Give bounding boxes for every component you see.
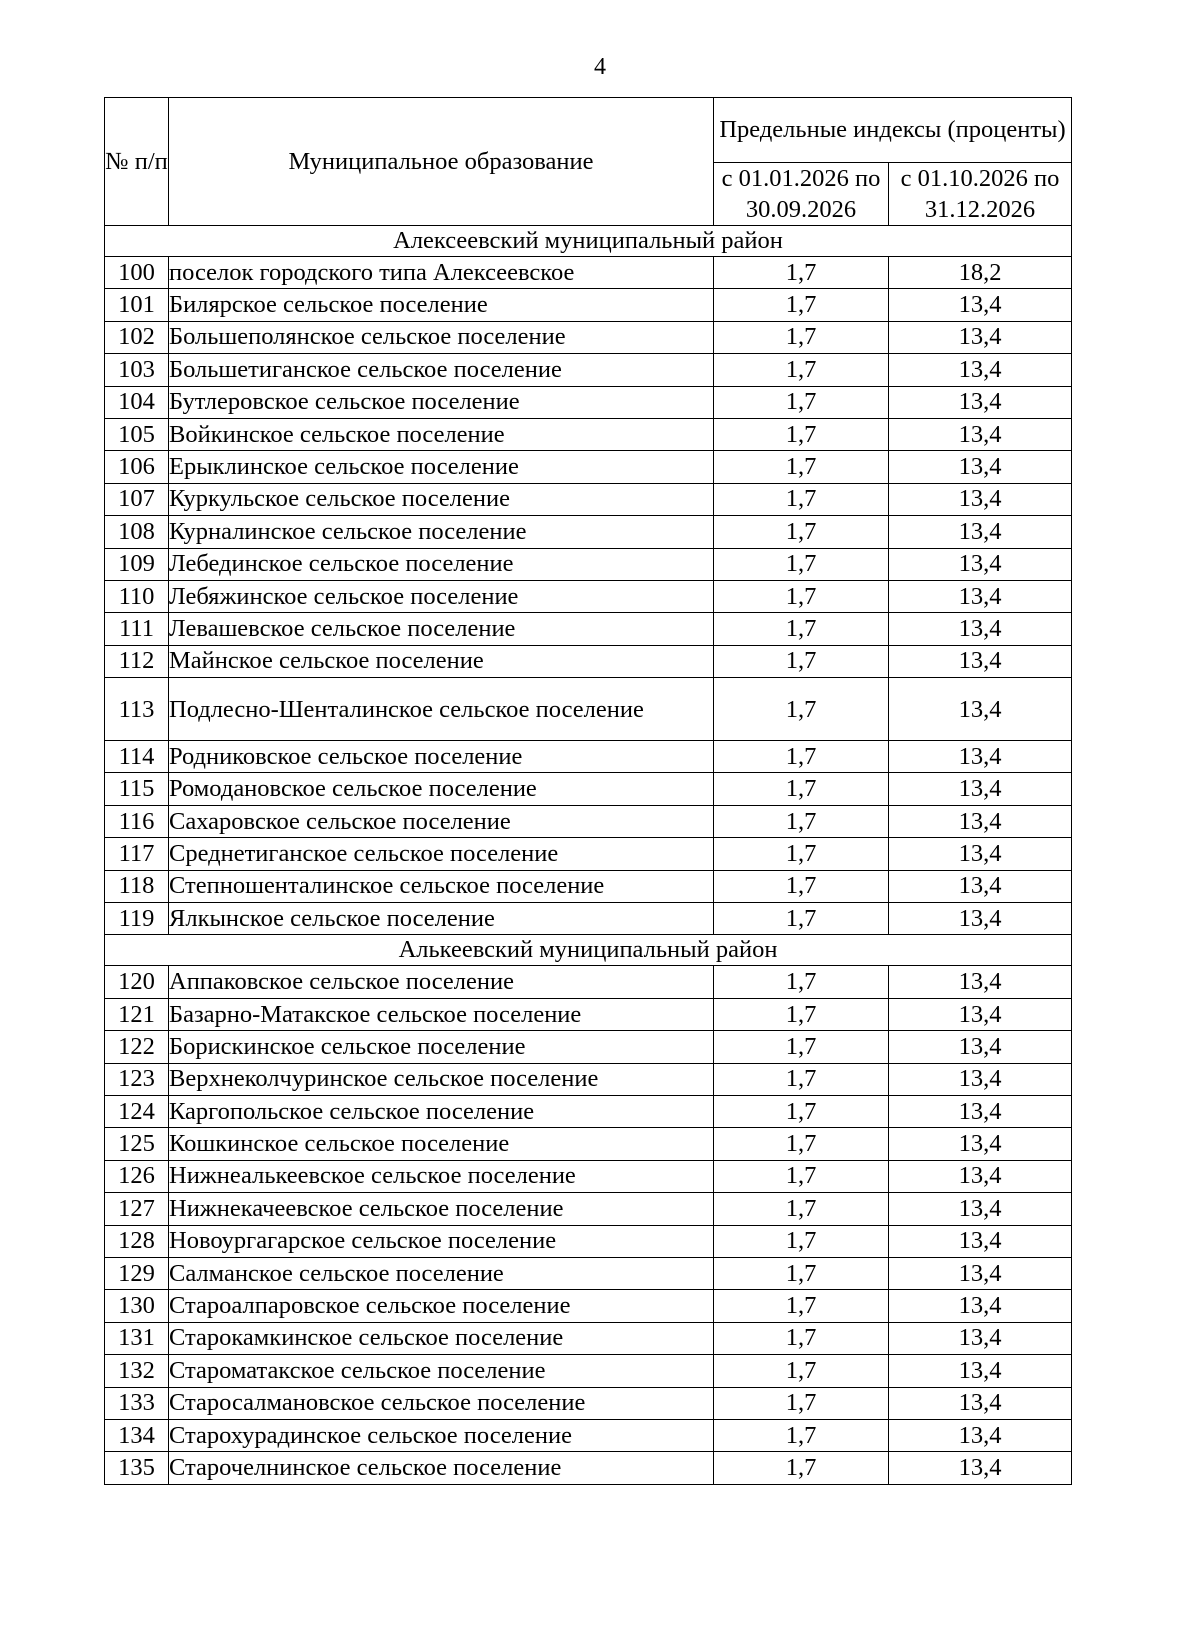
municipality-name: Салманское сельское поселение (169, 1257, 714, 1289)
index-period-1: 1,7 (714, 678, 889, 741)
index-period-2: 13,4 (889, 870, 1072, 902)
index-period-2: 13,4 (889, 418, 1072, 450)
row-number: 134 (105, 1419, 169, 1451)
table-row (105, 870, 1072, 902)
table-row (105, 678, 1072, 741)
municipality-name: Подлесно-Шенталинское сельское поселение (169, 678, 714, 741)
row-number: 107 (105, 483, 169, 515)
table-row (105, 1322, 1072, 1354)
index-period-2: 13,4 (889, 613, 1072, 645)
index-period-1: 1,7 (714, 289, 889, 321)
index-period-2: 13,4 (889, 773, 1072, 805)
header-number: № п/п (105, 98, 169, 226)
row-number: 112 (105, 645, 169, 677)
index-period-2: 13,4 (889, 645, 1072, 677)
table-row (105, 613, 1072, 645)
index-period-2: 13,4 (889, 1322, 1072, 1354)
index-period-1: 1,7 (714, 1031, 889, 1063)
table-row (105, 838, 1072, 870)
index-period-2: 13,4 (889, 741, 1072, 773)
table-row (105, 354, 1072, 386)
index-period-2: 13,4 (889, 1419, 1072, 1451)
index-period-2: 13,4 (889, 1257, 1072, 1289)
municipality-name: Новоургагарское сельское поселение (169, 1225, 714, 1257)
row-number: 122 (105, 1031, 169, 1063)
table-row (105, 321, 1072, 353)
index-period-2: 13,4 (889, 451, 1072, 483)
index-period-2: 13,4 (889, 354, 1072, 386)
municipality-name: Старокамкинское сельское поселение (169, 1322, 714, 1354)
table-row (105, 773, 1072, 805)
index-period-2: 13,4 (889, 903, 1072, 935)
row-number: 105 (105, 418, 169, 450)
index-period-2: 13,4 (889, 483, 1072, 515)
municipality-name: Нижнеалькеевское сельское поселение (169, 1160, 714, 1192)
index-period-1: 1,7 (714, 1290, 889, 1322)
index-period-2: 13,4 (889, 1387, 1072, 1419)
index-period-2: 13,4 (889, 1452, 1072, 1484)
header-indices: Предельные индексы (проценты) (714, 98, 1072, 163)
index-period-1: 1,7 (714, 998, 889, 1030)
municipality-name: Лебединское сельское поселение (169, 548, 714, 580)
index-period-1: 1,7 (714, 741, 889, 773)
municipality-name: Каргопольское сельское поселение (169, 1095, 714, 1127)
index-period-1: 1,7 (714, 1095, 889, 1127)
district-row (105, 935, 1072, 966)
municipality-name: Билярское сельское поселение (169, 289, 714, 321)
index-period-1: 1,7 (714, 645, 889, 677)
index-period-1: 1,7 (714, 257, 889, 289)
municipality-name: Большетиганское сельское поселение (169, 354, 714, 386)
index-period-2: 13,4 (889, 1355, 1072, 1387)
row-number: 109 (105, 548, 169, 580)
index-period-2: 13,4 (889, 516, 1072, 548)
table-row (105, 741, 1072, 773)
municipality-name: Кошкинское сельское поселение (169, 1128, 714, 1160)
header-municipality: Муниципальное образование (169, 98, 714, 226)
index-period-2: 13,4 (889, 838, 1072, 870)
index-period-1: 1,7 (714, 1322, 889, 1354)
municipality-name: Нижнекачеевское сельское поселение (169, 1193, 714, 1225)
table-row (105, 1290, 1072, 1322)
table-row (105, 1419, 1072, 1451)
table-row (105, 645, 1072, 677)
index-period-2: 13,4 (889, 998, 1072, 1030)
index-period-1: 1,7 (714, 1193, 889, 1225)
district-name: Алексеевский муниципальный район (105, 226, 1072, 257)
index-period-1: 1,7 (714, 1355, 889, 1387)
index-period-1: 1,7 (714, 966, 889, 998)
table-row (105, 1193, 1072, 1225)
index-period-2: 13,4 (889, 548, 1072, 580)
index-period-1: 1,7 (714, 613, 889, 645)
municipality-name: Базарно-Матакское сельское поселение (169, 998, 714, 1030)
row-number: 117 (105, 838, 169, 870)
index-period-1: 1,7 (714, 386, 889, 418)
municipality-name: Старочелнинское сельское поселение (169, 1452, 714, 1484)
index-period-2: 13,4 (889, 1160, 1072, 1192)
table-row (105, 548, 1072, 580)
table-row (105, 998, 1072, 1030)
row-number: 128 (105, 1225, 169, 1257)
table-row (105, 1128, 1072, 1160)
municipality-name: Курналинское сельское поселение (169, 516, 714, 548)
header-period-2: с 01.10.2026 по 31.12.2026 (889, 163, 1072, 226)
index-period-1: 1,7 (714, 418, 889, 450)
index-period-2: 18,2 (889, 257, 1072, 289)
index-period-1: 1,7 (714, 1452, 889, 1484)
index-period-1: 1,7 (714, 483, 889, 515)
index-period-1: 1,7 (714, 903, 889, 935)
municipality-name: Большеполянское сельское поселение (169, 321, 714, 353)
table-row (105, 1387, 1072, 1419)
table-row (105, 483, 1072, 515)
table-row (105, 1452, 1072, 1484)
table-row (105, 418, 1072, 450)
row-number: 119 (105, 903, 169, 935)
municipality-name: Войкинское сельское поселение (169, 418, 714, 450)
table-row (105, 1225, 1072, 1257)
index-period-2: 13,4 (889, 1225, 1072, 1257)
row-number: 121 (105, 998, 169, 1030)
municipality-name: Староалпаровское сельское поселение (169, 1290, 714, 1322)
municipality-name: Левашевское сельское поселение (169, 613, 714, 645)
row-number: 100 (105, 257, 169, 289)
district-name: Алькеевский муниципальный район (105, 935, 1072, 966)
table-row (105, 289, 1072, 321)
index-period-1: 1,7 (714, 1387, 889, 1419)
row-number: 116 (105, 805, 169, 837)
index-period-2: 13,4 (889, 1095, 1072, 1127)
row-number: 108 (105, 516, 169, 548)
index-period-1: 1,7 (714, 838, 889, 870)
row-number: 114 (105, 741, 169, 773)
row-number: 115 (105, 773, 169, 805)
row-number: 132 (105, 1355, 169, 1387)
index-period-1: 1,7 (714, 773, 889, 805)
index-period-1: 1,7 (714, 1063, 889, 1095)
row-number: 101 (105, 289, 169, 321)
index-period-1: 1,7 (714, 1128, 889, 1160)
table-body (105, 226, 1072, 1485)
municipality-name: Ялкынское сельское поселение (169, 903, 714, 935)
index-period-1: 1,7 (714, 451, 889, 483)
row-number: 130 (105, 1290, 169, 1322)
index-period-1: 1,7 (714, 870, 889, 902)
row-number: 135 (105, 1452, 169, 1484)
row-number: 129 (105, 1257, 169, 1289)
index-period-2: 13,4 (889, 1128, 1072, 1160)
row-number: 127 (105, 1193, 169, 1225)
table-row (105, 1160, 1072, 1192)
municipality-name: Майнское сельское поселение (169, 645, 714, 677)
table-row (105, 1063, 1072, 1095)
table-row (105, 580, 1072, 612)
municipality-name: Куркульское сельское поселение (169, 483, 714, 515)
municipality-name: Лебяжинское сельское поселение (169, 580, 714, 612)
index-period-1: 1,7 (714, 321, 889, 353)
municipality-name: Старосалмановское сельское поселение (169, 1387, 714, 1419)
row-number: 106 (105, 451, 169, 483)
table-row (105, 903, 1072, 935)
row-number: 120 (105, 966, 169, 998)
municipality-name: Среднетиганское сельское поселение (169, 838, 714, 870)
index-period-2: 13,4 (889, 1290, 1072, 1322)
index-period-1: 1,7 (714, 354, 889, 386)
row-number: 123 (105, 1063, 169, 1095)
table-row (105, 257, 1072, 289)
row-number: 125 (105, 1128, 169, 1160)
index-period-1: 1,7 (714, 1160, 889, 1192)
index-period-1: 1,7 (714, 548, 889, 580)
table-row (105, 516, 1072, 548)
municipality-name: Аппаковское сельское поселение (169, 966, 714, 998)
row-number: 111 (105, 613, 169, 645)
index-period-2: 13,4 (889, 805, 1072, 837)
table-row (105, 386, 1072, 418)
municipality-name: Старохурадинское сельское поселение (169, 1419, 714, 1451)
table-row (105, 1095, 1072, 1127)
table-row (105, 805, 1072, 837)
municipality-name: Староматакское сельское поселение (169, 1355, 714, 1387)
municipality-name: Родниковское сельское поселение (169, 741, 714, 773)
municipality-name: поселок городского типа Алексеевское (169, 257, 714, 289)
index-period-1: 1,7 (714, 1225, 889, 1257)
municipality-name: Бутлеровское сельское поселение (169, 386, 714, 418)
municipality-name: Верхнеколчуринское сельское поселение (169, 1063, 714, 1095)
table-row (105, 451, 1072, 483)
indices-table (104, 97, 1072, 1485)
index-period-2: 13,4 (889, 321, 1072, 353)
row-number: 118 (105, 870, 169, 902)
index-period-2: 13,4 (889, 1193, 1072, 1225)
row-number: 124 (105, 1095, 169, 1127)
row-number: 113 (105, 678, 169, 741)
table-row (105, 1257, 1072, 1289)
index-period-2: 13,4 (889, 1031, 1072, 1063)
index-period-2: 13,4 (889, 386, 1072, 418)
row-number: 126 (105, 1160, 169, 1192)
municipality-name: Ромодановское сельское поселение (169, 773, 714, 805)
index-period-2: 13,4 (889, 966, 1072, 998)
index-period-2: 13,4 (889, 1063, 1072, 1095)
municipality-name: Сахаровское сельское поселение (169, 805, 714, 837)
municipality-name: Ерыклинское сельское поселение (169, 451, 714, 483)
index-period-1: 1,7 (714, 1257, 889, 1289)
row-number: 131 (105, 1322, 169, 1354)
municipality-name: Борискинское сельское поселение (169, 1031, 714, 1063)
index-period-1: 1,7 (714, 580, 889, 612)
index-period-2: 13,4 (889, 580, 1072, 612)
index-period-1: 1,7 (714, 805, 889, 837)
index-period-1: 1,7 (714, 1419, 889, 1451)
row-number: 103 (105, 354, 169, 386)
index-period-1: 1,7 (714, 516, 889, 548)
table-row (105, 1355, 1072, 1387)
municipality-name: Степношенталинское сельское поселение (169, 870, 714, 902)
index-period-2: 13,4 (889, 678, 1072, 741)
row-number: 102 (105, 321, 169, 353)
index-period-2: 13,4 (889, 289, 1072, 321)
table-row (105, 966, 1072, 998)
row-number: 133 (105, 1387, 169, 1419)
row-number: 110 (105, 580, 169, 612)
table-row (105, 1031, 1072, 1063)
row-number: 104 (105, 386, 169, 418)
district-row (105, 226, 1072, 257)
header-period-1: с 01.01.2026 по 30.09.2026 (714, 163, 889, 226)
page-number: 4 (594, 54, 606, 80)
